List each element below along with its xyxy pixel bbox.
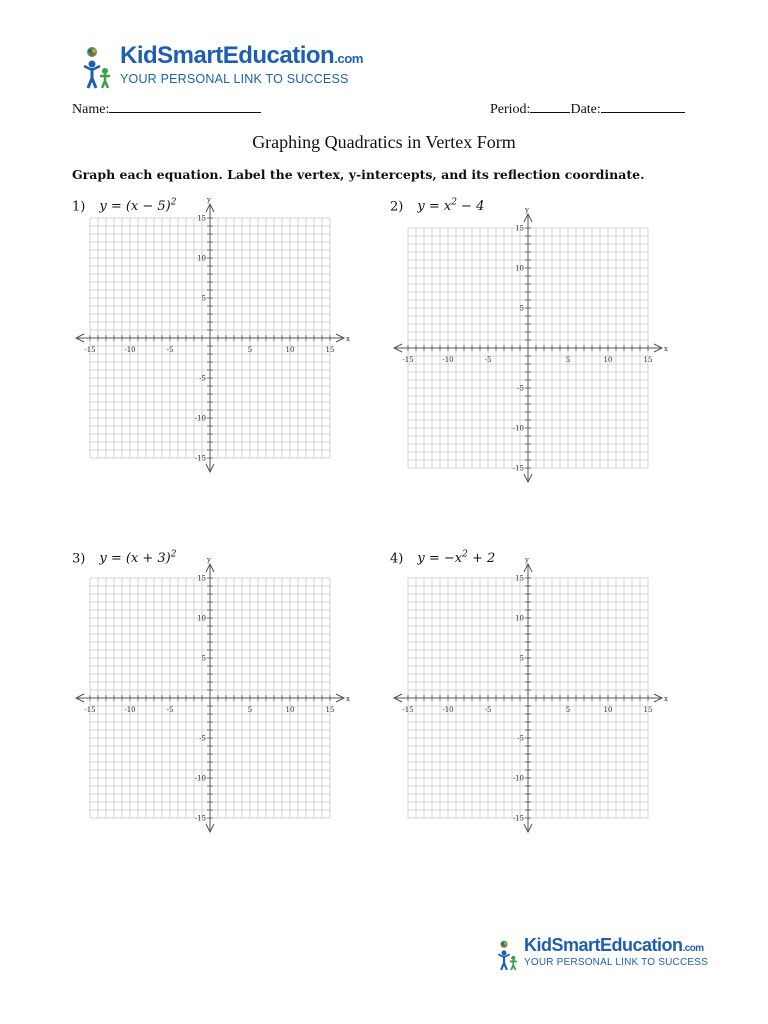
period-label: Period:	[490, 102, 531, 117]
x-tick-label: 15	[325, 706, 335, 714]
x-tick-label: 5	[247, 346, 253, 354]
coordinate-grid-1[interactable]	[66, 196, 356, 486]
y-tick-label: -10	[194, 774, 206, 783]
y-axis-label: y	[525, 206, 529, 214]
grid-svg	[384, 206, 674, 496]
name-blank[interactable]	[109, 100, 261, 113]
x-axis-label: x	[346, 335, 350, 343]
problem-exponent: 2	[462, 550, 468, 560]
y-axis-label: y	[525, 556, 529, 564]
y-tick-label: 5	[519, 654, 524, 663]
period-date-field	[490, 100, 685, 118]
y-tick-label: -15	[512, 464, 524, 473]
x-tick-label: -10	[442, 706, 454, 714]
footer-logo	[494, 936, 708, 974]
problem-equation: y = (x − 5)	[99, 199, 171, 215]
x-tick-label: 10	[285, 346, 295, 354]
x-tick-label: 15	[325, 346, 335, 354]
grid-svg	[384, 556, 674, 846]
y-tick-label: 15	[515, 224, 524, 233]
y-tick-label: -15	[194, 814, 206, 823]
y-tick-label: 15	[197, 574, 206, 583]
x-tick-label: -5	[166, 346, 174, 354]
problem-exponent: 2	[451, 198, 457, 208]
x-tick-label: 5	[565, 706, 571, 714]
y-tick-label: 10	[515, 264, 524, 273]
y-tick-label: 5	[201, 654, 206, 663]
y-tick-label: -5	[517, 384, 524, 393]
y-tick-label: -15	[512, 814, 524, 823]
logo-brand-com: .com	[334, 51, 363, 66]
x-axis-label: x	[346, 695, 350, 703]
x-tick-label: 5	[565, 356, 571, 364]
problem-number: 2)	[390, 199, 404, 215]
problem-number: 1)	[72, 199, 86, 215]
x-tick-label: -10	[124, 706, 136, 714]
y-tick-label: -10	[512, 774, 524, 783]
date-label: Date:	[570, 102, 601, 117]
problem-equation: y = (x + 3)	[99, 551, 171, 567]
y-tick-label: -10	[512, 424, 524, 433]
name-label: Name:	[72, 102, 110, 117]
x-tick-label: -5	[484, 706, 492, 714]
x-axis-label: x	[664, 345, 668, 353]
problem-number: 3)	[72, 551, 86, 567]
y-tick-label: 10	[197, 254, 206, 263]
name-field	[72, 100, 261, 118]
logo-brand-com: .com	[682, 943, 704, 954]
y-tick-label: 10	[197, 614, 206, 623]
logo-brand-kid: KidSmart	[120, 42, 223, 69]
x-tick-label: -5	[166, 706, 174, 714]
x-tick-label: -10	[124, 346, 136, 354]
problem-equation-tail: + 2	[467, 551, 496, 567]
date-blank[interactable]	[601, 100, 685, 113]
logo-tagline: YOUR PERSONAL LINK TO SUCCESS	[524, 957, 708, 968]
period-blank[interactable]	[530, 100, 570, 113]
logo-figures-icon	[78, 44, 120, 90]
header-logo	[78, 44, 363, 90]
x-tick-label: -10	[442, 356, 454, 364]
problem-number: 4)	[390, 551, 404, 567]
problem-exponent: 2	[170, 198, 177, 208]
x-tick-label: -15	[402, 356, 414, 364]
y-tick-label: -15	[194, 454, 206, 463]
y-tick-label: 10	[515, 614, 524, 623]
x-tick-label: -5	[484, 356, 492, 364]
y-tick-label: 15	[515, 574, 524, 583]
problem-equation-tail: − 4	[456, 199, 485, 215]
page-title: Graphing Quadratics in Vertex Form	[252, 132, 516, 152]
logo-brand-kid: KidSmart	[524, 935, 601, 955]
x-tick-label: 10	[285, 706, 295, 714]
x-tick-label: 10	[603, 356, 613, 364]
grid-svg	[66, 556, 356, 846]
logo-brand-education: Education	[600, 935, 683, 955]
instructions: Graph each equation. Label the vertex, y-intercepts, and its reflection coordinate.	[72, 167, 645, 182]
y-tick-label: 15	[197, 214, 206, 223]
y-tick-label: -10	[194, 414, 206, 423]
coordinate-grid-2[interactable]	[384, 206, 674, 496]
y-tick-label: 5	[201, 294, 206, 303]
problem-exponent: 2	[170, 550, 177, 560]
grid-svg	[66, 196, 356, 486]
x-tick-label: 15	[643, 706, 653, 714]
y-tick-label: -5	[199, 374, 206, 383]
logo-brand-education: Education	[222, 42, 335, 69]
coordinate-grid-3[interactable]	[66, 556, 356, 846]
coordinate-grid-4[interactable]	[384, 556, 674, 846]
x-tick-label: 5	[247, 706, 253, 714]
problem-equation: y = x	[417, 199, 452, 215]
y-tick-label: -5	[517, 734, 524, 743]
x-tick-label: -15	[84, 346, 96, 354]
y-tick-label: 5	[519, 304, 524, 313]
x-tick-label: 15	[643, 356, 653, 364]
logo-figures-icon	[494, 936, 524, 974]
y-axis-label: y	[207, 196, 211, 204]
x-tick-label: 10	[603, 706, 613, 714]
y-tick-label: -5	[199, 734, 206, 743]
x-tick-label: -15	[402, 706, 414, 714]
y-axis-label: y	[207, 556, 211, 564]
x-tick-label: -15	[84, 706, 96, 714]
problem-equation: y = −x	[417, 551, 463, 567]
logo-tagline: YOUR PERSONAL LINK TO SUCCESS	[120, 72, 349, 86]
x-axis-label: x	[664, 695, 668, 703]
